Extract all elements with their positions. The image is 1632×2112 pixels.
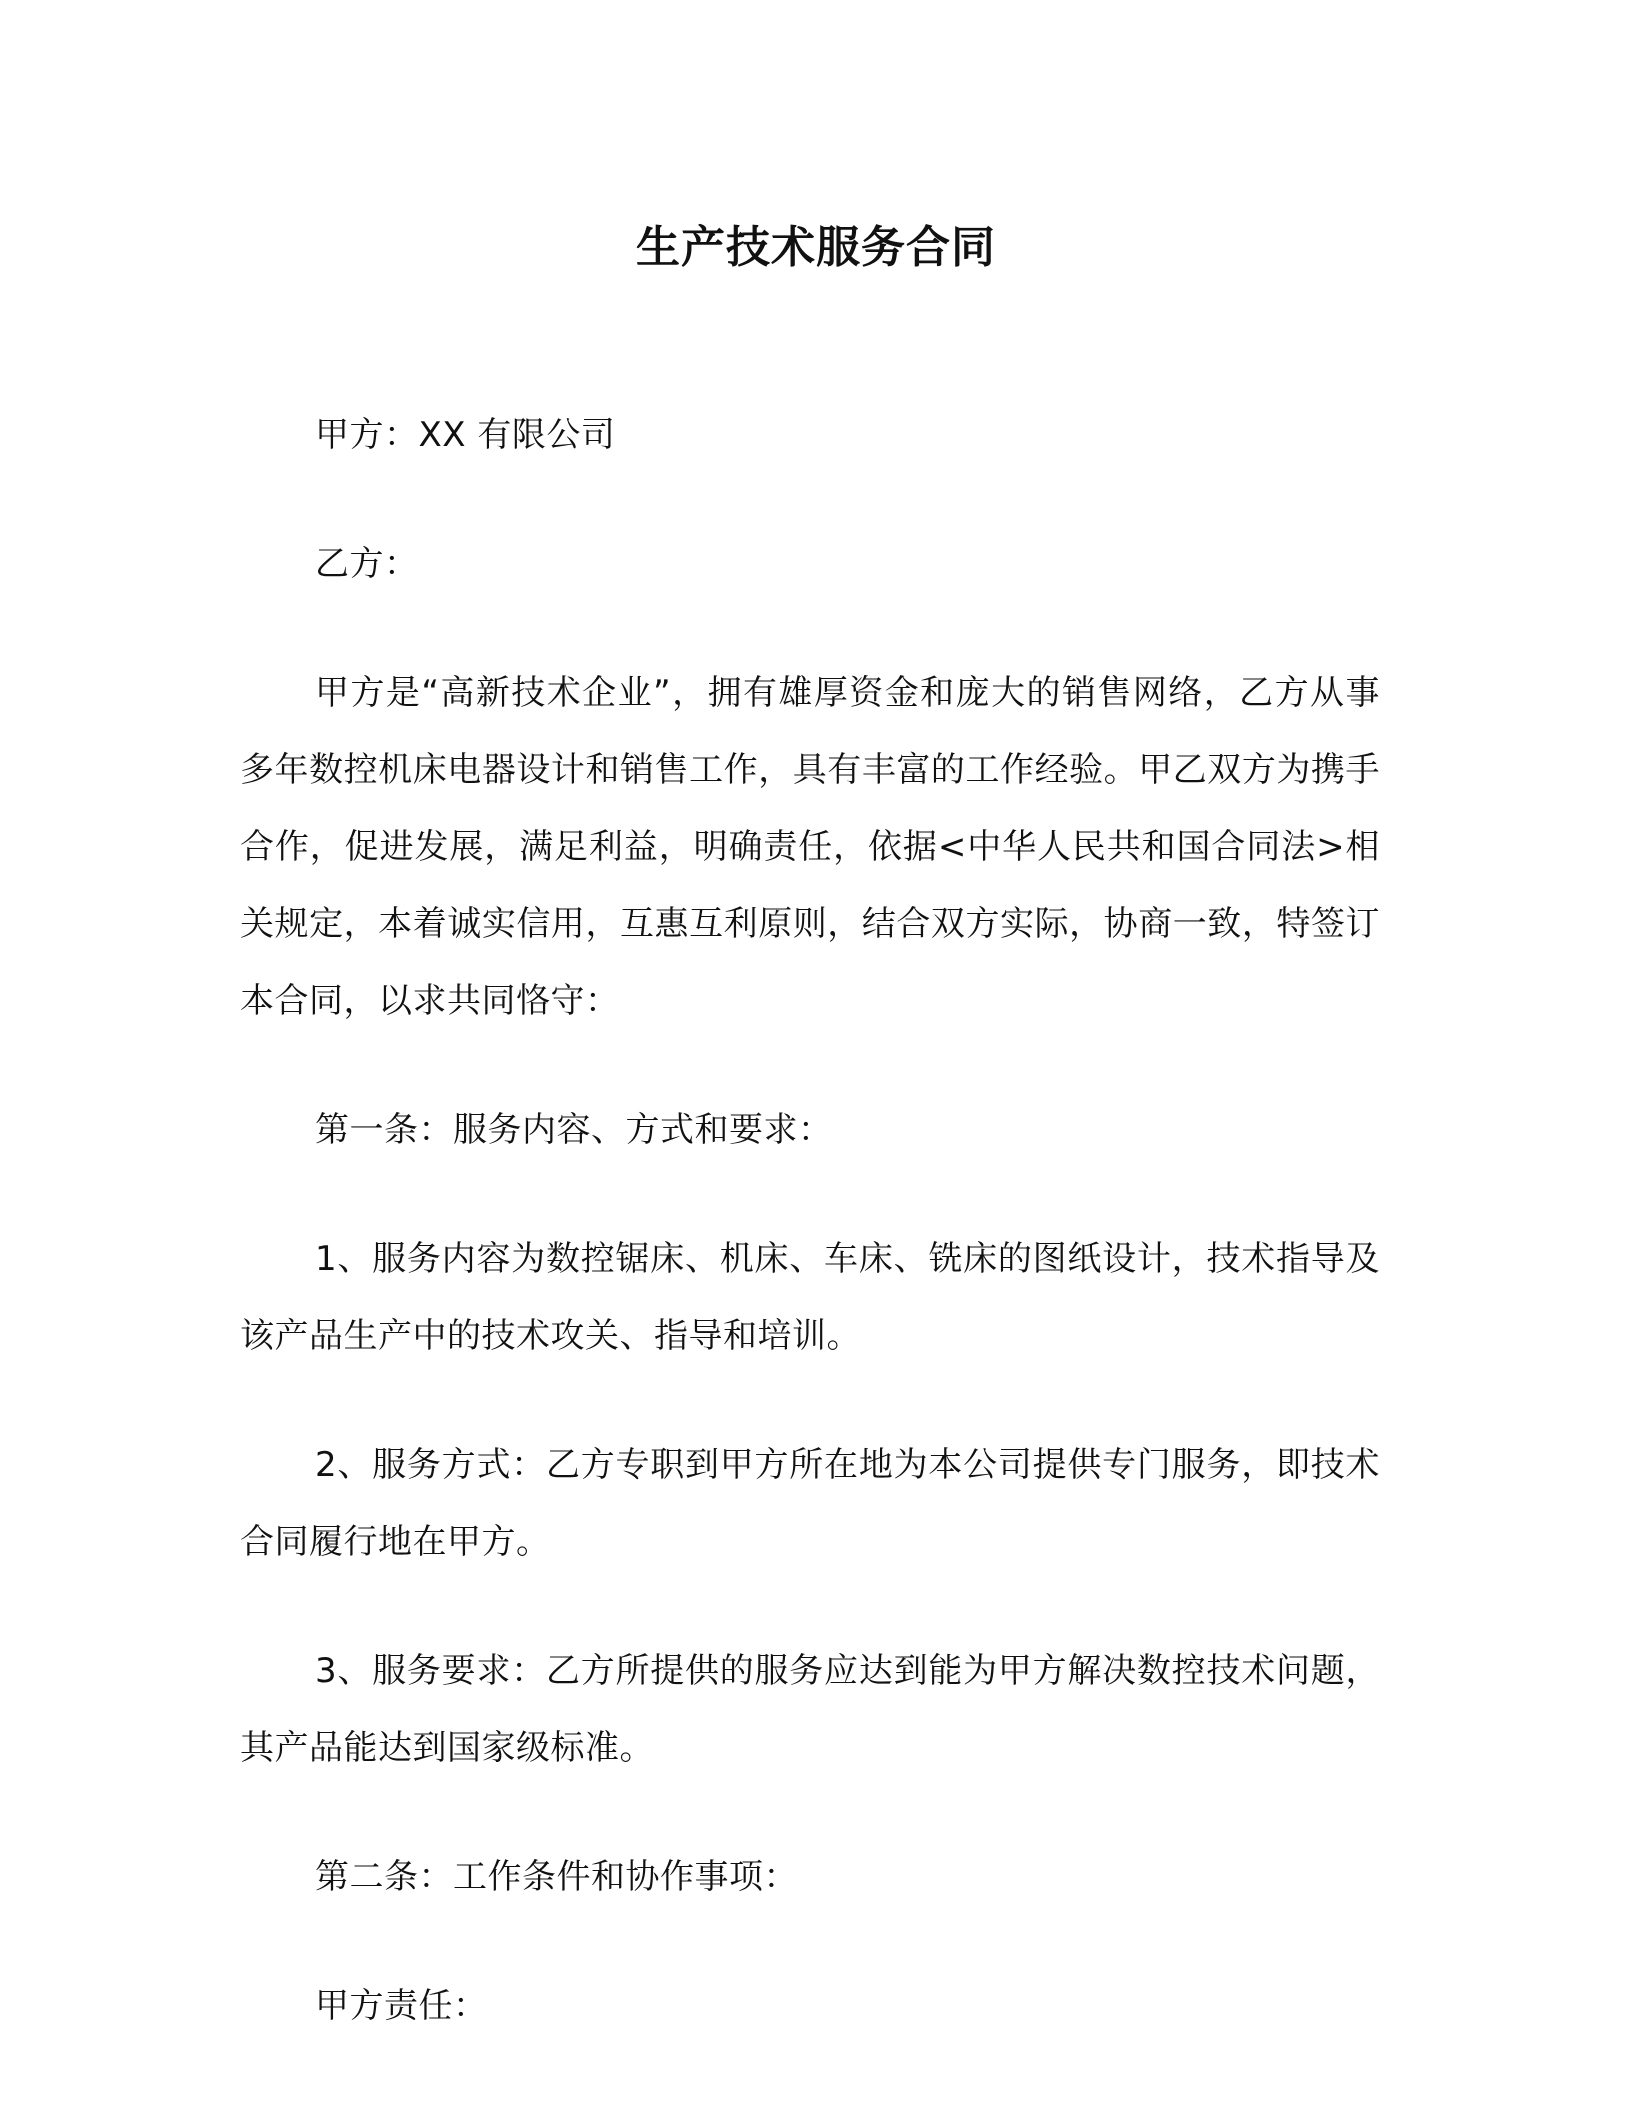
article-1-item-3: 3、服务要求：乙方所提供的服务应达到能为甲方解决数控技术问题，其产品能达到国家级标准。	[240, 1651, 1380, 1768]
party-b-line: 乙方：	[315, 544, 419, 584]
article-1-item-2: 2、服务方式：乙方专职到甲方所在地为本公司提供专门服务，即技术合同履行地在甲方。	[240, 1445, 1380, 1562]
article-1-heading: 第一条：服务内容、方式和要求：	[315, 1110, 833, 1150]
party-a-line: 甲方：XX 有限公司	[315, 415, 616, 455]
document-body	[240, 397, 1380, 2097]
article-1-item-1: 1、服务内容为数控锯床、机床、车床、铣床的图纸设计，技术指导及该产品生产中的技术攻关、指导和培训。	[240, 1239, 1380, 1356]
party-a-responsibilities-heading: 甲方责任：	[315, 1986, 488, 2026]
document-title: 生产技术服务合同	[636, 222, 996, 273]
article-2-heading: 第二条：工作条件和协作事项：	[315, 1857, 798, 1897]
preamble-paragraph: 甲方是“高新技术企业”，拥有雄厚资金和庞大的销售网络，乙方从事多年数控机床电器设计和销售工作，具有丰富的工作经验。甲乙双方为携手合作，促进发展，满足利益，明确责任，依据<中华人民共和国合同法>相关规定，本着诚实信用，互惠互利原则，结合双方实际，协商一致，特签订本合同，以求共同恪守：	[240, 673, 1380, 1021]
